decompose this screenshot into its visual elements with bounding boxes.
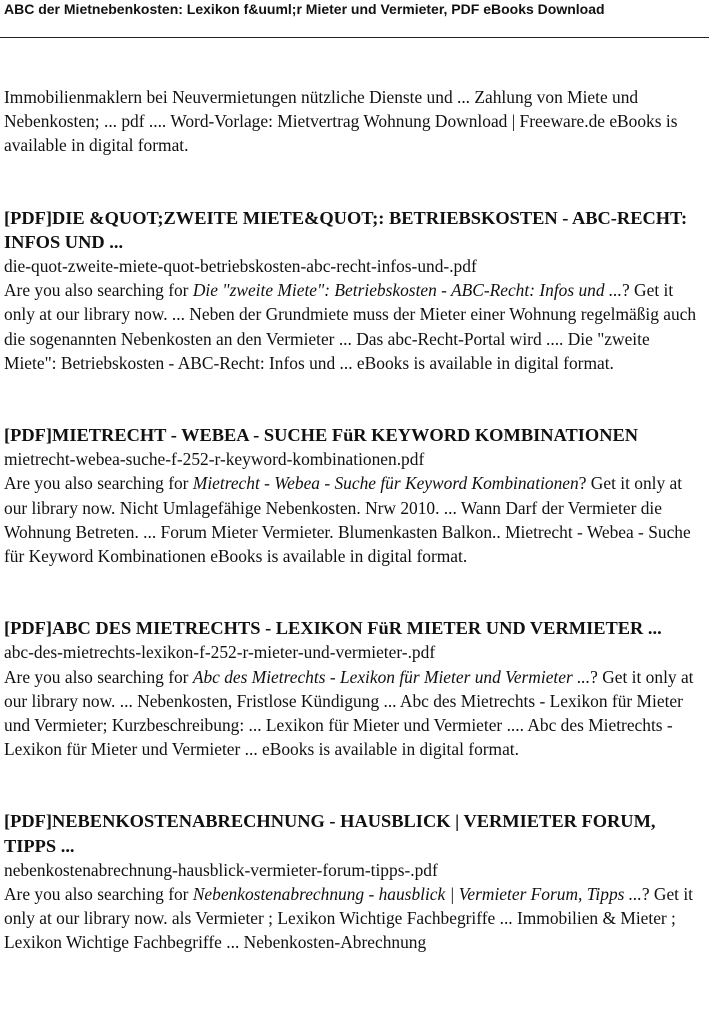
result-filename[interactable]: abc-des-mietrechts-lexikon-f-252-r-mieter-und-vermieter-.pdf [4, 642, 436, 663]
result-title[interactable]: [PDF]DIE &QUOT;ZWEITE MIETE&QUOT;: BETRIEBSKOSTEN - ABC-RECHT: INFOS UND ... [4, 207, 688, 252]
desc-italic-title: Die "zweite Miete": Betriebskosten - ABC-Recht: Infos und ... [192, 280, 622, 301]
page-title: ABC der Mietnebenkosten: Lexikon f&uuml;r Mieter und Vermieter, PDF eBooks Download [4, 1, 605, 17]
desc-italic-title: Mietrecht - Webea - Suche für Keyword Kombinationen [192, 473, 579, 494]
desc-suffix: ? Get it only at our library now. ... Neben der Grundmiete muss der Mieter einer Wohnung regelmäßig auch die sogenannten Nebenkosten an den Vermieter ... Das abc-Recht-Portal wird .... Die "zweite Miete": Betriebskosten - ABC-Recht: Infos und ... eBooks is available in digital format. [4, 280, 697, 373]
result-filename[interactable]: mietrecht-webea-suche-f-252-r-keyword-kombinationen.pdf [4, 449, 425, 470]
page-header [0, 0, 709, 38]
desc-italic-title: Nebenkostenabrechnung - hausblick | Vermieter Forum, Tipps ... [192, 884, 642, 905]
result-entry [4, 206, 704, 375]
result-entry [4, 616, 704, 761]
desc-prefix: Are you also searching for [4, 473, 193, 494]
result-description [4, 665, 704, 762]
result-title[interactable]: [PDF]NEBENKOSTENABRECHNUNG - HAUSBLICK | VERMIETER FORUM, TIPPS ... [4, 811, 656, 856]
result-entry [4, 423, 704, 568]
intro-paragraph: Immobilienmaklern bei Neuvermietungen nützliche Dienste und ... Zahlung von Miete und Nebenkosten; ... pdf .... Word-Vorlage: Mietvertrag Wohnung Download | Freeware.de eBooks is available in digital format. [4, 87, 678, 156]
result-title[interactable]: [PDF]ABC DES MIETRECHTS - LEXIKON FüR MIETER UND VERMIETER ... [4, 618, 662, 639]
result-filename[interactable]: nebenkostenabrechnung-hausblick-vermieter-forum-tipps-.pdf [4, 859, 438, 880]
result-description [4, 471, 704, 568]
desc-suffix: ? Get it only at our library now. als Vermieter ; Lexikon Wichtige Fachbegriffe ... Immobilien & Mieter ; Lexikon Wichtige Fachbegriffe ... Nebenkosten-Abrechnung [4, 884, 693, 953]
result-filename[interactable]: die-quot-zweite-miete-quot-betriebskosten-abc-recht-infos-und-.pdf [4, 256, 477, 277]
result-entry [4, 809, 704, 954]
desc-suffix: ? Get it only at our library now. ... Nebenkosten, Fristlose Kündigung ... Abc des Mietrechts - Lexikon für Mieter und Vermieter; Kurzbeschreibung: ... Lexikon für Mieter und Vermieter .... Abc des Mietrechts - Lexikon für Mieter und Vermieter ... eBooks is available in digital format. [4, 666, 694, 760]
result-title[interactable]: [PDF]MIETRECHT - WEBEA - SUCHE FüR KEYWORD KOMBINATIONEN [4, 425, 639, 446]
desc-italic-title: Abc des Mietrechts - Lexikon für Mieter und Vermieter ... [192, 666, 591, 687]
document-body [4, 85, 704, 1003]
desc-suffix: ? Get it only at our library now. Nicht Umlagefähige Nebenkosten. Nrw 2010. ... Wann Darf der Vermieter die Wohnung Betreten. ... Forum Mieter Vermieter. Blumenkasten Balkon.. Mietrecht - Webea - Suche für Keyword Kombinationen eBooks is available in digital format. [4, 473, 691, 567]
desc-prefix: Are you also searching for [4, 666, 193, 687]
desc-prefix: Are you also searching for [4, 884, 193, 905]
result-description [4, 278, 704, 375]
result-description [4, 882, 704, 955]
desc-prefix: Are you also searching for [4, 280, 193, 301]
